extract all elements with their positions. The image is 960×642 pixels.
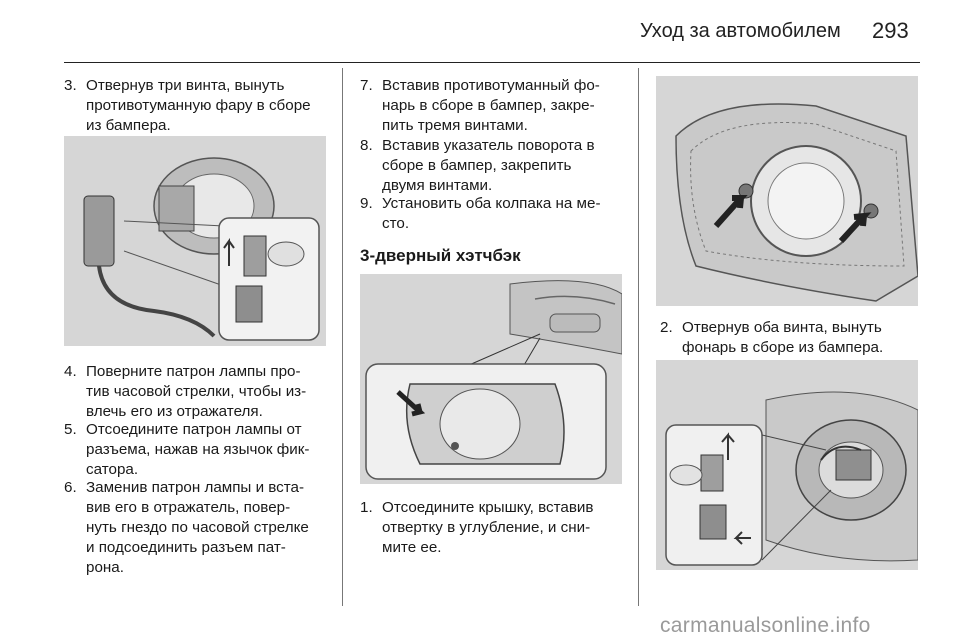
- step-number: 5.: [64, 421, 77, 438]
- step-number: 1.: [360, 499, 373, 516]
- step-number: 2.: [660, 319, 673, 336]
- step-line: Заменив патрон лампы и вста-: [86, 479, 305, 496]
- step-line: Отвернув три винта, вынуть: [86, 77, 285, 94]
- step-line: Вставив противотуманный фо-: [382, 77, 600, 94]
- lamp-bulb-illustration: [656, 360, 918, 570]
- step-line: отвертку в углубление, и сни-: [382, 519, 591, 536]
- step-number: 6.: [64, 479, 77, 496]
- step-line: Отсоедините крышку, вставив: [382, 499, 594, 516]
- step-line: вив его в отражатель, повер-: [86, 499, 291, 516]
- page-number: 293: [872, 18, 909, 43]
- step-number: 3.: [64, 77, 77, 94]
- figure-fog-lamp-screws: [656, 76, 918, 306]
- step-line: влечь его из отражателя.: [86, 403, 263, 420]
- step-line: и подсоединить разъем пат-: [86, 539, 286, 556]
- step-number: 9.: [360, 195, 373, 212]
- fog-lamp-illustration: [64, 136, 326, 346]
- step-line: двумя винтами.: [382, 177, 493, 194]
- column-divider: [638, 68, 639, 606]
- step-line: тив часовой стрелки, чтобы из-: [86, 383, 307, 400]
- step-line: нуть гнездо по часовой стрелке: [86, 519, 309, 536]
- figure-lamp-bulb-removal: [656, 360, 918, 570]
- step-line: сборе в бампер, закрепить: [382, 157, 572, 174]
- fog-lamp-housing-illustration: [656, 76, 918, 306]
- figure-hatchback-bumper: [360, 274, 622, 484]
- step-line: разъема, нажав на язычок фик-: [86, 441, 310, 458]
- step-line: сто.: [382, 215, 410, 232]
- step-line: Отсоедините патрон лампы от: [86, 421, 302, 438]
- step-line: сатора.: [86, 461, 139, 478]
- column-divider: [342, 68, 343, 606]
- step-number: 7.: [360, 77, 373, 94]
- step-number: 8.: [360, 137, 373, 154]
- watermark: carmanualsonline.info: [660, 614, 871, 637]
- step-line: пить тремя винтами.: [382, 117, 528, 134]
- step-line: противотуманную фару в сборе: [86, 97, 311, 114]
- section-heading: 3-дверный хэтчбэк: [360, 246, 521, 265]
- step-line: Вставив указатель поворота в: [382, 137, 595, 154]
- step-line: рона.: [86, 559, 124, 576]
- step-number: 4.: [64, 363, 77, 380]
- step-line: мите ее.: [382, 539, 442, 556]
- step-line: Отвернув оба винта, вынуть: [682, 319, 882, 336]
- header-rule: [64, 62, 920, 63]
- step-line: фонарь в сборе из бампера.: [682, 339, 884, 356]
- step-line: Поверните патрон лампы про-: [86, 363, 301, 380]
- step-line: из бампера.: [86, 117, 171, 134]
- step-line: Установить оба колпака на ме-: [382, 195, 601, 212]
- step-line: нарь в сборе в бампер, закре-: [382, 97, 595, 114]
- running-header-title: Уход за автомобилем: [640, 20, 841, 42]
- figure-fog-lamp-bulb: [64, 136, 326, 346]
- bumper-cover-illustration: [360, 274, 622, 484]
